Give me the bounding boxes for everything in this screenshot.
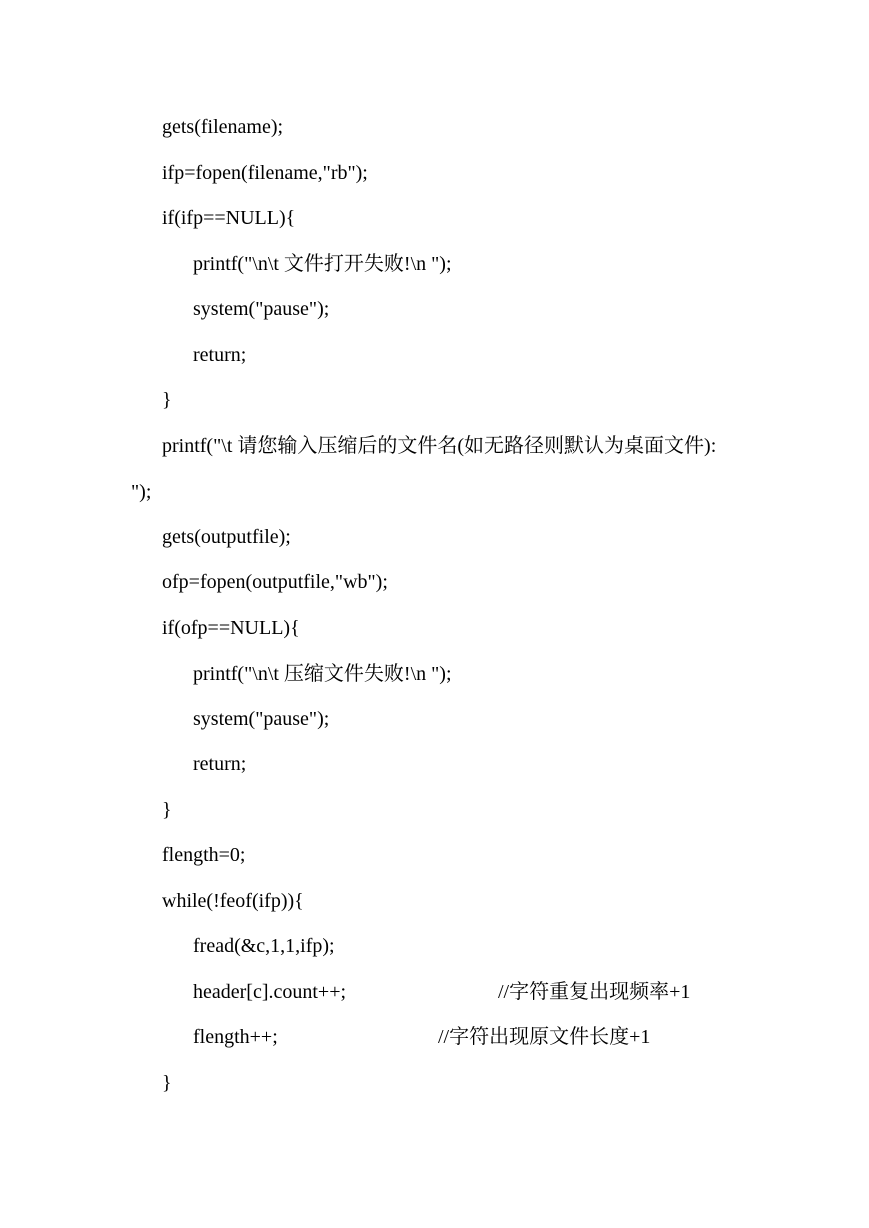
- code-line: ofp=fopen(outputfile,"wb");: [162, 571, 388, 593]
- code-comment: //字符重复出现频率+1: [498, 981, 691, 1003]
- code-line: system("pause");: [193, 708, 330, 730]
- code-line: return;: [193, 753, 247, 775]
- code-line: system("pause");: [193, 298, 330, 320]
- code-line: printf("\n\t 压缩文件失败!\n ");: [193, 663, 452, 685]
- code-line: if(ofp==NULL){: [162, 617, 300, 639]
- code-line: }: [162, 389, 172, 411]
- code-comment: //字符出现原文件长度+1: [438, 1026, 651, 1048]
- code-line: return;: [193, 344, 247, 366]
- code-line: }: [162, 799, 172, 821]
- code-line: flength++;: [193, 1026, 278, 1048]
- code-line: ifp=fopen(filename,"rb");: [162, 162, 368, 184]
- code-line: gets(filename);: [162, 116, 284, 138]
- code-line: if(ifp==NULL){: [162, 207, 296, 229]
- code-line: header[c].count++;: [193, 981, 347, 1003]
- code-line: fread(&c,1,1,ifp);: [193, 935, 335, 957]
- code-line: printf("\n\t 文件打开失败!\n ");: [193, 253, 452, 275]
- code-line: }: [162, 1072, 172, 1094]
- code-line: printf("\t 请您输入压缩后的文件名(如无路径则默认为桌面文件):: [162, 435, 717, 457]
- code-line: flength=0;: [162, 844, 246, 866]
- code-line: ");: [131, 481, 152, 503]
- code-line: while(!feof(ifp)){: [162, 890, 304, 912]
- code-line: gets(outputfile);: [162, 526, 291, 548]
